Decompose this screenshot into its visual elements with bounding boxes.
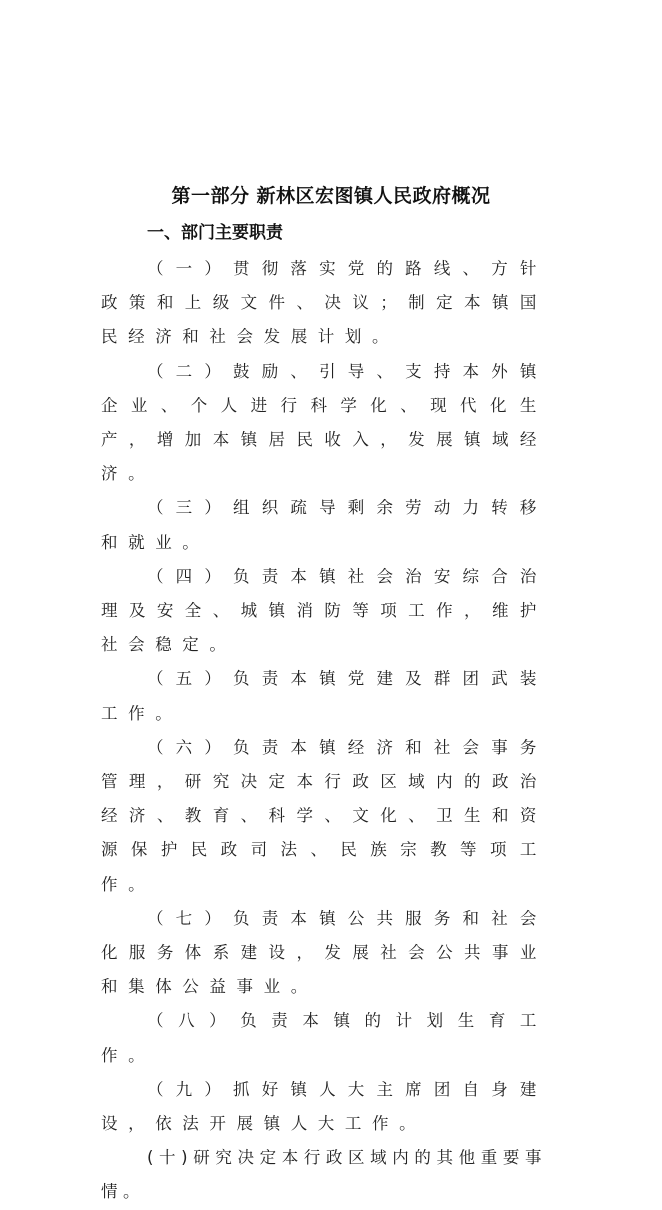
- duty-paragraph: （八）负责本镇的计划生育工作。: [101, 1011, 547, 1065]
- duty-paragraph: （三）组织疏导剩余劳动力转移和就业。: [101, 498, 547, 552]
- duty-paragraph: （四）负责本镇社会治安综合治理及安全、城镇消防等项工作，维护社会稳定。: [101, 566, 547, 655]
- duty-paragraph: （七）负责本镇公共服务和社会化服务体系建设，发展社会公共事业和集体公益事业。: [101, 908, 547, 997]
- duties-list: [101, 252, 547, 1210]
- duty-paragraph: （二）鼓励、引导、支持本外镇企业、个人进行科学化、现代化生产，增加本镇居民收入，发展镇域经济。: [101, 361, 547, 484]
- duty-paragraph: （六）负责本镇经济和社会事务管理，研究决定本行政区域内的政治经济、教育、科学、文化、卫生和资源保护民政司法、民族宗教等项工作。: [101, 737, 547, 894]
- section-heading: 一、部门主要职责: [147, 223, 283, 243]
- duty-paragraph: (十)研究决定本行政区域内的其他重要事情。: [101, 1148, 547, 1202]
- page-title: 第一部分 新林区宏图镇人民政府概况: [171, 185, 491, 207]
- duty-paragraph: （五）负责本镇党建及群团武装工作。: [101, 669, 547, 723]
- duty-paragraph: （九）抓好镇人大主席团自身建设，依法开展镇人大工作。: [101, 1079, 547, 1134]
- duty-paragraph: （一）贯彻落实党的路线、方针政策和上级文件、决议；制定本镇国民经济和社会发展计划。: [101, 259, 547, 347]
